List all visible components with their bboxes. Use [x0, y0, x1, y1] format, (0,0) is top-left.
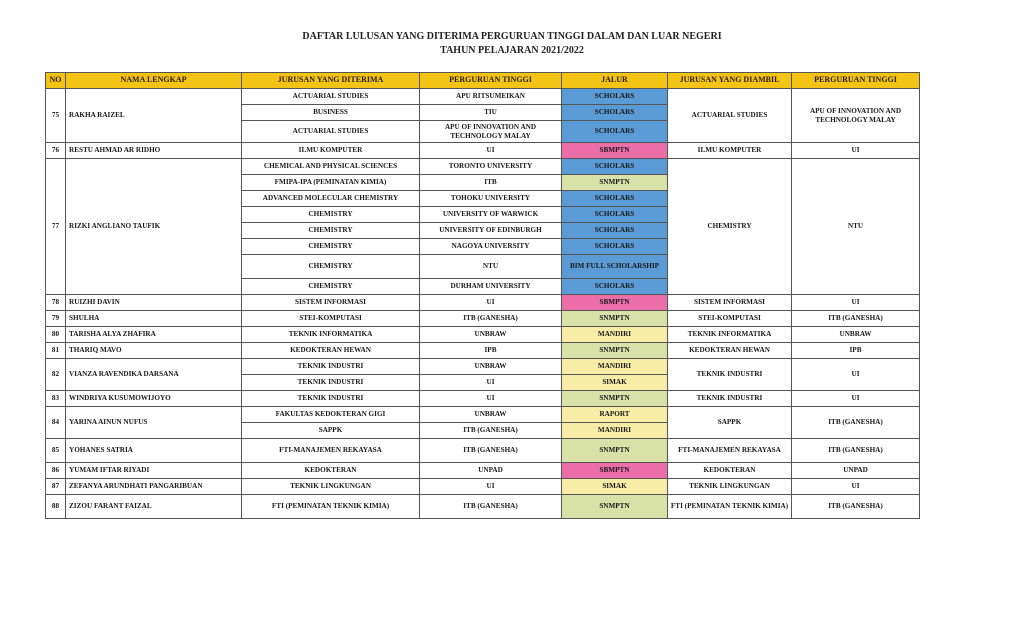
cell-jurusan-diambil: TEKNIK INDUSTRI — [668, 359, 792, 391]
cell-no: 82 — [46, 359, 66, 391]
cell-jalur: MANDIRI — [562, 327, 668, 343]
cell-jurusan-diterima: FTI (PEMINATAN TEKNIK KIMIA) — [242, 495, 420, 519]
cell-jalur: SBMPTN — [562, 295, 668, 311]
cell-jurusan-diterima: TEKNIK INDUSTRI — [242, 391, 420, 407]
table-header-row — [46, 73, 920, 89]
cell-perguruan-tinggi: TOHOKU UNIVERSITY — [420, 191, 562, 207]
cell-jurusan-diterima: SAPPK — [242, 423, 420, 439]
table-row — [46, 143, 920, 159]
title-line-2: TAHUN PELAJARAN 2021/2022 — [440, 45, 584, 56]
cell-student-name: TARISHA ALYA ZHAFIRA — [66, 327, 242, 343]
cell-jalur: SNMPTN — [562, 439, 668, 463]
cell-jalur: SCHOLARS — [562, 89, 668, 105]
cell-student-name: ZEFANYA ARUNDHATI PANGARIBUAN — [66, 479, 242, 495]
cell-jalur: SNMPTN — [562, 495, 668, 519]
cell-perguruan-tinggi-diambil: UI — [792, 359, 920, 391]
cell-jalur: SBMPTN — [562, 463, 668, 479]
cell-jurusan-diterima: FAKULTAS KEDOKTERAN GIGI — [242, 407, 420, 423]
cell-no: 80 — [46, 327, 66, 343]
cell-perguruan-tinggi: DURHAM UNIVERSITY — [420, 279, 562, 295]
cell-student-name: ZIZOU FARANT FAIZAL — [66, 495, 242, 519]
cell-jurusan-diterima: CHEMISTRY — [242, 279, 420, 295]
cell-no: 81 — [46, 343, 66, 359]
cell-jalur: BIM FULL SCHOLARSHIP — [562, 255, 668, 279]
cell-jurusan-diterima: TEKNIK LINGKUNGAN — [242, 479, 420, 495]
cell-jurusan-diterima: TEKNIK INDUSTRI — [242, 359, 420, 375]
cell-perguruan-tinggi: UI — [420, 391, 562, 407]
cell-jurusan-diambil: STEI-KOMPUTASI — [668, 311, 792, 327]
table-row — [46, 295, 920, 311]
cell-jurusan-diterima: TEKNIK INDUSTRI — [242, 375, 420, 391]
cell-perguruan-tinggi-diambil: ITB (GANESHA) — [792, 495, 920, 519]
cell-perguruan-tinggi-diambil: UI — [792, 479, 920, 495]
document-title — [0, 30, 1024, 58]
cell-perguruan-tinggi-diambil: UNBRAW — [792, 327, 920, 343]
table-row — [46, 407, 920, 423]
cell-jalur: SIMAK — [562, 375, 668, 391]
cell-perguruan-tinggi-diambil: UI — [792, 143, 920, 159]
cell-perguruan-tinggi-diambil: ITB (GANESHA) — [792, 311, 920, 327]
cell-perguruan-tinggi: ITB — [420, 175, 562, 191]
cell-no: 76 — [46, 143, 66, 159]
cell-jurusan-diambil: SAPPK — [668, 407, 792, 439]
cell-jurusan-diterima: FTI-MANAJEMEN REKAYASA — [242, 439, 420, 463]
cell-perguruan-tinggi: UNBRAW — [420, 359, 562, 375]
title-line-1: DAFTAR LULUSAN YANG DITERIMA PERGURUAN TINGGI DALAM DAN LUAR NEGERI — [302, 31, 722, 42]
cell-jurusan-diterima: ADVANCED MOLECULAR CHEMISTRY — [242, 191, 420, 207]
cell-perguruan-tinggi-diambil: APU OF INNOVATION AND TECHNOLOGY MALAY — [792, 89, 920, 143]
cell-perguruan-tinggi: UNBRAW — [420, 407, 562, 423]
cell-jurusan-diterima: CHEMICAL AND PHYSICAL SCIENCES — [242, 159, 420, 175]
cell-jalur: SCHOLARS — [562, 223, 668, 239]
cell-jurusan-diambil: FTI-MANAJEMEN REKAYASA — [668, 439, 792, 463]
cell-jurusan-diterima: ACTUARIAL STUDIES — [242, 121, 420, 143]
cell-jurusan-diambil: TEKNIK INFORMATIKA — [668, 327, 792, 343]
header-no: NO — [46, 73, 66, 89]
cell-perguruan-tinggi: UI — [420, 375, 562, 391]
cell-student-name: YOHANES SATRIA — [66, 439, 242, 463]
cell-student-name: VIANZA RAVENDIKA DARSANA — [66, 359, 242, 391]
cell-perguruan-tinggi-diambil: NTU — [792, 159, 920, 295]
cell-jalur: SCHOLARS — [562, 121, 668, 143]
cell-student-name: RIZKI ANGLIANO TAUFIK — [66, 159, 242, 295]
cell-perguruan-tinggi: APU OF INNOVATION AND TECHNOLOGY MALAY — [420, 121, 562, 143]
cell-no: 85 — [46, 439, 66, 463]
cell-no: 86 — [46, 463, 66, 479]
cell-jurusan-diterima: TEKNIK INFORMATIKA — [242, 327, 420, 343]
cell-student-name: WINDRIYA KUSUMOWIJOYO — [66, 391, 242, 407]
cell-jurusan-diambil: KEDOKTERAN HEWAN — [668, 343, 792, 359]
cell-perguruan-tinggi: NTU — [420, 255, 562, 279]
cell-student-name: RUIZHI DAVIN — [66, 295, 242, 311]
cell-no: 79 — [46, 311, 66, 327]
cell-jalur: RAPORT — [562, 407, 668, 423]
cell-perguruan-tinggi: IPB — [420, 343, 562, 359]
cell-perguruan-tinggi-diambil: UI — [792, 391, 920, 407]
cell-jurusan-diterima: CHEMISTRY — [242, 255, 420, 279]
cell-no: 88 — [46, 495, 66, 519]
cell-jurusan-diambil: SISTEM INFORMASI — [668, 295, 792, 311]
cell-jurusan-diambil: KEDOKTERAN — [668, 463, 792, 479]
header-jurusan-diterima: JURUSAN YANG DITERIMA — [242, 73, 420, 89]
header-nama-lengkap: NAMA LENGKAP — [66, 73, 242, 89]
table-row — [46, 343, 920, 359]
cell-jurusan-diterima: ACTUARIAL STUDIES — [242, 89, 420, 105]
cell-jalur: SCHOLARS — [562, 279, 668, 295]
cell-jurusan-diambil: ACTUARIAL STUDIES — [668, 89, 792, 143]
cell-jurusan-diterima: ILMU KOMPUTER — [242, 143, 420, 159]
cell-student-name: RESTU AHMAD AR RIDHO — [66, 143, 242, 159]
cell-jurusan-diterima: SISTEM INFORMASI — [242, 295, 420, 311]
cell-perguruan-tinggi-diambil: UI — [792, 295, 920, 311]
cell-jurusan-diterima: BUSINESS — [242, 105, 420, 121]
cell-jurusan-diterima: CHEMISTRY — [242, 239, 420, 255]
header-jurusan-diambil: JURUSAN YANG DIAMBIL — [668, 73, 792, 89]
cell-no: 87 — [46, 479, 66, 495]
cell-perguruan-tinggi: NAGOYA UNIVERSITY — [420, 239, 562, 255]
cell-student-name: SHULHA — [66, 311, 242, 327]
cell-student-name: RAKHA RAIZEL — [66, 89, 242, 143]
cell-perguruan-tinggi: TIU — [420, 105, 562, 121]
cell-jalur: SNMPTN — [562, 343, 668, 359]
cell-no: 84 — [46, 407, 66, 439]
cell-jalur: MANDIRI — [562, 359, 668, 375]
cell-perguruan-tinggi: UI — [420, 479, 562, 495]
cell-jalur: SIMAK — [562, 479, 668, 495]
header-perguruan-tinggi: PERGURUAN TINGGI — [420, 73, 562, 89]
cell-perguruan-tinggi: UI — [420, 143, 562, 159]
cell-no: 77 — [46, 159, 66, 295]
cell-perguruan-tinggi: APU RITSUMEIKAN — [420, 89, 562, 105]
cell-jurusan-diterima: CHEMISTRY — [242, 223, 420, 239]
cell-perguruan-tinggi: ITB (GANESHA) — [420, 495, 562, 519]
table-row — [46, 479, 920, 495]
table-row — [46, 463, 920, 479]
cell-jalur: SNMPTN — [562, 391, 668, 407]
cell-jurusan-diambil: ILMU KOMPUTER — [668, 143, 792, 159]
cell-jurusan-diterima: KEDOKTERAN HEWAN — [242, 343, 420, 359]
cell-perguruan-tinggi-diambil: UNPAD — [792, 463, 920, 479]
cell-jurusan-diambil: TEKNIK LINGKUNGAN — [668, 479, 792, 495]
cell-no: 75 — [46, 89, 66, 143]
cell-jurusan-diterima: STEI-KOMPUTASI — [242, 311, 420, 327]
table-row — [46, 439, 920, 463]
cell-jurusan-diambil: FTI (PEMINATAN TEKNIK KIMIA) — [668, 495, 792, 519]
cell-jalur: SCHOLARS — [562, 159, 668, 175]
table-row — [46, 495, 920, 519]
cell-jalur: SCHOLARS — [562, 207, 668, 223]
cell-jalur: SNMPTN — [562, 311, 668, 327]
cell-jalur: SCHOLARS — [562, 191, 668, 207]
cell-jurusan-diambil: CHEMISTRY — [668, 159, 792, 295]
cell-perguruan-tinggi: ITB (GANESHA) — [420, 423, 562, 439]
header-perguruan-tinggi-diambil: PERGURUAN TINGGI — [792, 73, 920, 89]
cell-perguruan-tinggi: UI — [420, 295, 562, 311]
table-row — [46, 159, 920, 175]
cell-perguruan-tinggi: TORONTO UNIVERSITY — [420, 159, 562, 175]
table-row — [46, 311, 920, 327]
cell-no: 78 — [46, 295, 66, 311]
table-row — [46, 89, 920, 105]
cell-jalur: SBMPTN — [562, 143, 668, 159]
table-row — [46, 391, 920, 407]
cell-perguruan-tinggi: UNIVERSITY OF EDINBURGH — [420, 223, 562, 239]
table-row — [46, 359, 920, 375]
cell-perguruan-tinggi: ITB (GANESHA) — [420, 311, 562, 327]
cell-perguruan-tinggi-diambil: IPB — [792, 343, 920, 359]
table-body — [46, 89, 920, 519]
cell-perguruan-tinggi-diambil: ITB (GANESHA) — [792, 407, 920, 439]
cell-jalur: SCHOLARS — [562, 105, 668, 121]
cell-perguruan-tinggi-diambil: ITB (GANESHA) — [792, 439, 920, 463]
cell-student-name: THARIQ MAVO — [66, 343, 242, 359]
header-jalur: JALUR — [562, 73, 668, 89]
graduates-table — [45, 72, 920, 519]
cell-jurusan-diterima: KEDOKTERAN — [242, 463, 420, 479]
cell-student-name: YARINA AINUN NUFUS — [66, 407, 242, 439]
table-row — [46, 327, 920, 343]
cell-jurusan-diterima: CHEMISTRY — [242, 207, 420, 223]
cell-jalur: SCHOLARS — [562, 239, 668, 255]
cell-student-name: YUMAM IFTAR RIYADI — [66, 463, 242, 479]
cell-jurusan-diterima: FMIPA-IPA (PEMINATAN KIMIA) — [242, 175, 420, 191]
cell-jalur: MANDIRI — [562, 423, 668, 439]
cell-no: 83 — [46, 391, 66, 407]
cell-jurusan-diambil: TEKNIK INDUSTRI — [668, 391, 792, 407]
cell-perguruan-tinggi: UNBRAW — [420, 327, 562, 343]
cell-perguruan-tinggi: UNIVERSITY OF WARWICK — [420, 207, 562, 223]
cell-perguruan-tinggi: ITB (GANESHA) — [420, 439, 562, 463]
cell-jalur: SNMPTN — [562, 175, 668, 191]
cell-perguruan-tinggi: UNPAD — [420, 463, 562, 479]
